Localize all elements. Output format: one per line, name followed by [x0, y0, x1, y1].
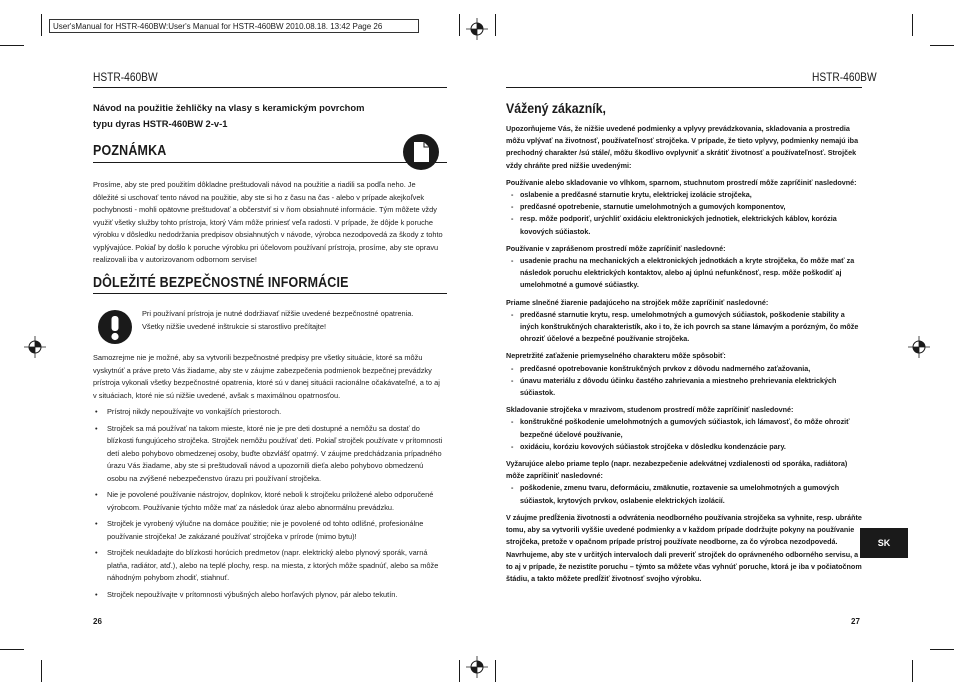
page-number-left: 26 [93, 617, 102, 626]
greeting-heading: Vážený zákazník, [506, 100, 606, 116]
crop-mark [912, 14, 913, 36]
safety-heading: DÔLEŽITÉ BEZPEČNOSTNÉ INFORMÁCIE [93, 275, 349, 291]
crop-mark [0, 45, 24, 46]
section-title: Nepretržité zaťaženie priemyselného charakteru môže spôsobiť: [506, 351, 726, 361]
list-item: - únavu materiálu z dôvodu účinku častého zahrievania a miestneho prehrievania elektrických súčiastok. [506, 375, 862, 399]
document-title [93, 100, 393, 132]
header-rule-right [506, 87, 862, 88]
registration-mark-icon [908, 336, 930, 358]
safety-bullet-list [93, 406, 445, 601]
crop-mark [912, 660, 913, 682]
list-item: • Nie je povolené používanie nástrojov, doplnkov, ktoré neboli k strojčeku priložené alebo odporučené výrobcom. Používanie týchto môže mať za následok úraz alebo abnormálnu prevádzku. [93, 489, 445, 514]
list-item: - poškodenie, zmenu tvaru, deformáciu, zmäknutie, roztavenie sa umelohmotných a gumových súčiastok, krytových prvkov, oslabenie elektrických izolácií. [506, 482, 862, 506]
crop-mark [459, 14, 460, 36]
document-icon [402, 133, 440, 171]
list-item: - oslabenie a predčasné starnutie krytu, elektrickej izolácie strojčeka, [506, 189, 862, 201]
list-item: - oxidáciu, koróziu kovových súčiastok strojčeka v dôsledku kondenzácie pary. [506, 441, 862, 453]
list-item: - usadenie prachu na mechanických a elektronických jednotkách a kryte strojčeka, čo môže mať za následok poruchu elektrických kontaktov, alebo aj úplnú nefunkčnosť, resp. môže poškodiť aj umelohmotné a gumové súčiastky. [506, 255, 862, 292]
language-tab: SK [860, 528, 908, 558]
crop-mark [459, 660, 460, 682]
customer-notice [506, 123, 862, 585]
crop-mark [0, 649, 24, 650]
list-item: - predčasné starnutie krytu, resp. umelohmotných a gumových súčiastok, poškodenie stability a iných konštrukčných charakteristík, ako i to, že ich povrch sa stane lámavým a porózným, čo môže ohroziť účelové a bezpečné používanie strojčeka. [506, 309, 862, 346]
model-name-right: HSTR-460BW [812, 70, 877, 84]
section-title: Skladovanie strojčeka v mrazivom, studenom prostredí môže zapríčiniť nasledovné: [506, 405, 794, 415]
section-title: Priame slnečné žiarenie padajúceho na strojček môže zapríčiniť nasledovné: [506, 297, 769, 307]
registration-mark-icon [466, 18, 488, 40]
crop-mark [41, 14, 42, 36]
list-item: • Strojček je vyrobený výlučne na domáce použitie; nie je povolené od tohto odlišné, profesionálne používanie strojčeka! Je zakázané používať strojčeka v prírode (mimo bytu)! [93, 518, 445, 543]
note-heading: POZNÁMKA [93, 143, 167, 159]
safety-paragraph: Samozrejme nie je možné, aby sa vytvorili bezpečnostné predpisy pre všetky situácie, ktoré sa môžu vyskytnúť a práve preto Vás žiadame, aby ste v záujme zabezpečenia podmienok bezpečnej prevádzky prístroja vykonali všetky bezpečnostné opatrenia, ktoré sú v danej situácii racionálne očakávateľné, a to aj v situáciach, ktoré nie sú nižšie uvedené, avšak s maximálnou opatrnosťou. [93, 353, 440, 400]
safety-intro [142, 308, 442, 333]
printer-slug: User'sManual for HSTR-460BW:User's Manual for HSTR-460BW 2010.08.18. 13:42 Page 26 [49, 19, 419, 33]
model-name-left: HSTR-460BW [93, 70, 158, 84]
crop-mark [41, 660, 42, 682]
safety-intro-line1: Pri používaní prístroja je nutné dodržiavať nižšie uvedené bezpečnostné opatrenia. [142, 309, 414, 318]
list-item: • Prístroj nikdy nepoužívajte vo vonkajších priestoroch. [93, 406, 445, 419]
crop-mark [495, 660, 496, 682]
list-item: - resp. môže podporiť, urýchliť oxidáciu elektronických jednotiek, elektrických káblov, korózia kovových súčiastok. [506, 213, 862, 237]
list-item: • Strojček nepoužívajte v prítomnosti výbušných alebo horľavých plynov, pár alebo tekutín. [93, 589, 445, 602]
closing-paragraph: V záujme predĺženia životnosti a odvrátenia neodborného používania strojčeka sa vyhnite, resp. ubráňte tomu, aby sa vytvorili vyššie uvedené podmienky a v každom prípade dodržujte pokyny na používanie strojčeka, pretože v opačnom prípade prístroj používate neodborne, za čo výrobca nezodpovedá. Navrhujeme, aby ste v určitých intervaloch dali preveriť strojček do oprávneného odborného servisu, a to aj v prípade, že nezistíte poruchu – týmto sa môžete včas vyhnúť poruche, ktorá je iba v počiatočnom štádiu, a takto môžete predĺžiť životnosť svojho výrobku. [506, 512, 862, 583]
section-title: Používanie alebo skladovanie vo vlhkom, sparnom, stuchnutom prostredí môže zapríčiniť nasledovné: [506, 177, 857, 187]
list-item: - predčasné opotrebenie, starnutie umelohmotných a gumových komponentov, [506, 201, 862, 213]
document-title-line1: Návod na použitie žehličky na vlasy s keramickým povrchom [93, 102, 365, 113]
registration-mark-icon [466, 656, 488, 678]
page-number-right: 27 [851, 617, 860, 626]
warning-exclamation-icon [97, 309, 133, 345]
crop-mark [930, 649, 954, 650]
crop-mark [930, 45, 954, 46]
intro-paragraph: Upozorňujeme Vás, že nižšie uvedené podmienky a vplyvy prevádzkovania, skladovania a prostredia môžu vplývať na životnosť, používateľnosť strojčeka. V prípade, že tieto vplyvy, podmienky nemajú iba prechodný charakter /sú stále/, môžu škodlivo ovplyvniť a skrátiť životnosť a používateľnosť. Strojček vždy chráňte pred nižšie uvedenými: [506, 124, 859, 170]
list-item: • Strojček neukladajte do blízkosti horúcich predmetov (napr. elektrický alebo plynový sporák, varná platňa, radiátor, atď.), alebo na teplé plochy, resp. na miesta, z ktorých môže spadnúť, alebo sa môže náhodným pohybom zhodiť, stiahnuť. [93, 547, 445, 585]
document-title-line2: typu dyras HSTR-460BW 2-v-1 [93, 118, 228, 129]
section-title: Vyžarujúce alebo priame teplo (napr. nezabezpečenie adekvátnej vzdialenosti od sporáka, radiátora) môže zapríčiniť nasledovné: [506, 459, 848, 481]
crop-mark [495, 14, 496, 36]
safety-heading-rule [93, 293, 447, 294]
list-item: - konštrukčné poškodenie umelohmotných a gumových súčiastok, ich lámavosť, čo môže ohroziť bezpečné účelové používanie, [506, 416, 862, 440]
registration-mark-icon [24, 336, 46, 358]
note-heading-rule [93, 162, 447, 163]
header-rule-left [93, 87, 447, 88]
list-item: - predčasné opotrebovanie konštrukčných prvkov z dôvodu nadmerného zaťažovania, [506, 363, 862, 375]
safety-intro-line2: Všetky nižšie uvedené inštrukcie si starostlivo prečítajte! [142, 321, 327, 331]
list-item: • Strojček sa má používať na takom mieste, ktoré nie je pre deti dostupné a nemôžu sa dostať do blízkosti fungujúceho strojčeka. Strojček nemôžu používať deti. Pokiaľ strojček používate v prítomnosti detí alebo pohybovo obmedzenej osoby, buďte obzvlášť opatrný. V záujme predchádzania prípadného úrazu Vás žiadame, aby ste si preštudovali návod a upozornili dieťa alebo pohybovo obmedzenú osobu na zvýšené nebezpečenstvo úrazu pri používaní strojčeka. [93, 423, 445, 486]
note-text: Prosíme, aby ste pred použitím dôkladne preštudovali návod na použitie a riadili sa podľa neho. Je dôležité si uschovať tento návod na použitie, aby ste si ho z času na čas - alebo v prípade akejkoľvek pochybnosti - mohli opätovne preštudovať a občerstviť si v ňom obsiahnuté informácie. Tým môžete vždy využiť všetky služby tohto prístroja, ktorý Vám môže priniesť veľa radosti. V prípade, že dôjde k poruche výrobku v dôsledku nedodržania predpisov obsiahnutých v návode, výrobca nezodpovedá za škody z tohto vyplývajúce. Pokiaľ by došlo k poruche výrobku pri účelovom používaní prístroja, prosíme, aby ste opravu realizovali iba v autorizovanom odbornom servise! [93, 180, 443, 264]
section-title: Používanie v zaprášenom prostredí môže zapríčiniť nasledovné: [506, 243, 726, 253]
